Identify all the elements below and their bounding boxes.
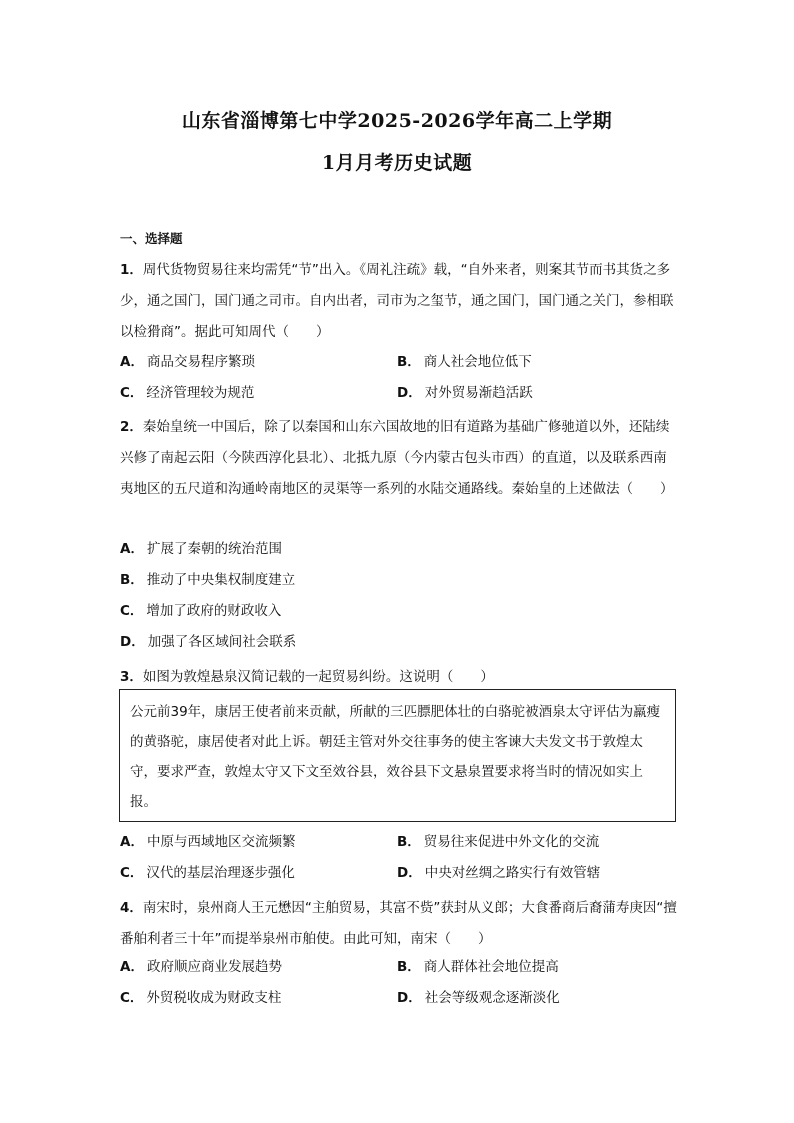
question-1-option-a[interactable]: A． 商品交易程序繁琐 (120, 354, 255, 370)
question-4-number: 4． (120, 900, 143, 916)
question-3-option-b[interactable]: B． 贸易往来促进中外文化的交流 (397, 834, 600, 850)
question-2-option-b[interactable]: B． 推动了中央集权制度建立 (120, 572, 296, 588)
question-2-option-a[interactable]: A． 扩展了秦朝的统治范围 (120, 541, 282, 557)
question-3-material-box: 公元前39年，康居王使者前来贡献，所献的三匹膘肥体壮的白骆驼被酒泉太守评估为羸瘦的黄骆驼，康居使者对此上诉。朝廷主管对外交往事务的使主客谏大夫发文书于敦煌太守，要求严查，敦煌太守又下文至效谷县，效谷县下文悬泉置要求将当时的情况如实上报。 (119, 689, 676, 822)
exam-title-line1: 山东省淄博第七中学2025-2026学年高二上学期 (181, 110, 613, 132)
question-4-text: 南宋时，泉州商人王元懋因“主舶贸易，其富不赀”获封从义郎；大食番商后裔蒲寿庚因“擅番舶利者三十年”而提举泉州市舶使。由此可知，南宋（ ） (120, 900, 677, 947)
question-1-stem (120, 255, 680, 348)
question-1-option-c[interactable]: C． 经济管理较为规范 (120, 385, 255, 401)
question-4-option-c[interactable]: C． 外贸税收成为财政支柱 (120, 990, 282, 1006)
question-2-stem (120, 412, 680, 505)
question-4-option-b[interactable]: B． 商人群体社会地位提高 (397, 959, 559, 975)
question-2-text: 秦始皇统一中国后，除了以秦国和山东六国故地的旧有道路为基础广修驰道以外，还陆续兴修了南起云阳（今陕西淳化县北）、北抵九原（今内蒙古包头市西）的直道，以及联系西南夷地区的五尺道和沟通岭南地区的灵渠等一系列的水陆交通路线。秦始皇的上述做法（ ） (120, 419, 674, 497)
question-1-option-b[interactable]: B． 商人社会地位低下 (397, 354, 532, 370)
question-3-text: 如图为敦煌悬泉汉简记载的一起贸易纠纷。这说明（ ） (142, 669, 494, 685)
question-4-option-d[interactable]: D． 社会等级观念逐渐淡化 (397, 990, 560, 1006)
question-3-number: 3． (120, 669, 143, 685)
question-3-option-a[interactable]: A． 中原与西域地区交流频繁 (120, 834, 296, 850)
question-1-text: 周代货物贸易往来均需凭“节”出入。《周礼注疏》载，“自外来者，则案其节而书其货之多少，通之国门，国门通之司市。自内出者，司市为之玺节，通之国门，国门通之关门，参相联以检猾商”。据此可知周代（ ） (120, 262, 674, 340)
question-4-option-a[interactable]: A． 政府顺应商业发展趋势 (120, 959, 282, 975)
question-2-option-c[interactable]: C． 增加了政府的财政收入 (120, 603, 282, 619)
question-1-option-d[interactable]: D． 对外贸易渐趋活跃 (397, 385, 533, 401)
exam-title-line2: 1月月考历史试题 (321, 152, 473, 174)
question-3-option-d[interactable]: D． 中央对丝绸之路实行有效管辖 (397, 865, 601, 881)
question-1-number: 1． (120, 262, 143, 278)
question-4-stem (120, 893, 680, 955)
question-3-option-c[interactable]: C． 汉代的基层治理逐步强化 (120, 865, 295, 881)
question-2-option-d[interactable]: D． 加强了各区域间社会联系 (120, 634, 297, 650)
question-2-number: 2． (120, 419, 143, 435)
section-heading: 一、选择题 (120, 231, 183, 246)
